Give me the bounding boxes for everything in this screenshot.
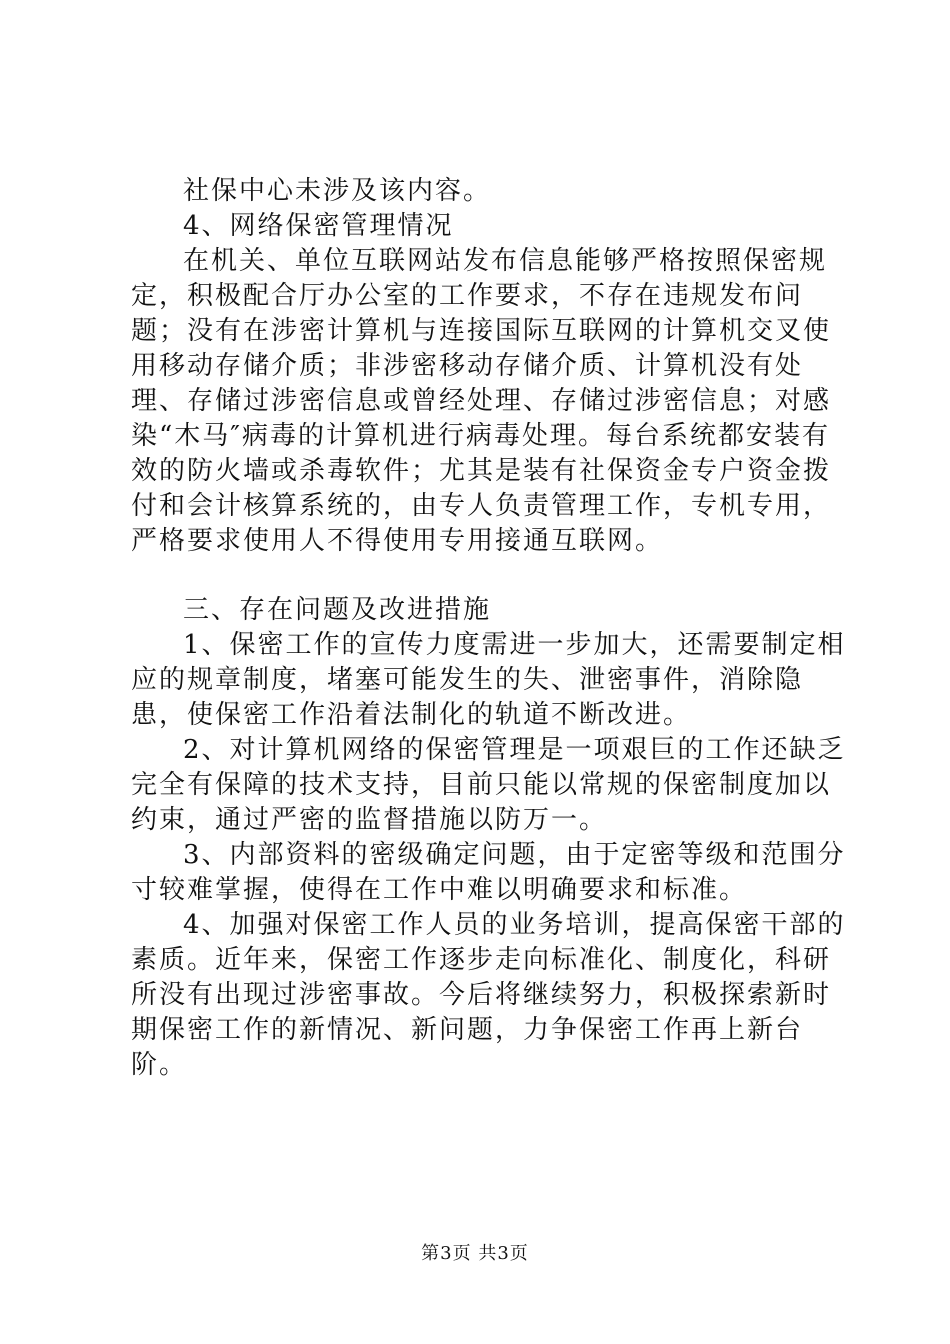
paragraph-item-3: 3、内部资料的密级确定问题，由于定密等级和范围分寸较难掌握，使得在工作中难以明确要求和标准。 [131, 840, 846, 905]
paragraph-item-4: 4、加强对保密工作人员的业务培训，提高保密干部的素质。近年来，保密工作逐步走向标准化、制度化，科研所没有出现过涉密事故。今后将继续努力，积极探索新时期保密工作的新情况、新问题，力争保密工作再上新台阶。 [131, 910, 846, 1080]
page-number-footer: 第3页 共3页 [421, 1243, 529, 1264]
document-body [131, 174, 851, 1083]
paragraph-item-1: 1、保密工作的宣传力度需进一步加大，还需要制定相应的规章制度，堵塞可能发生的失、泄密事件，消除隐患，使保密工作沿着法制化的轨道不断改进。 [131, 630, 846, 730]
paragraph-network-security-details: 在机关、单位互联网站发布信息能够严格按照保密规定，积极配合厅办公室的工作要求，不存在违规发布问题；没有在涉密计算机与连接国际互联网的计算机交叉使用移动存储介质；非涉密移动存储介质、计算机没有处理、存储过涉密信息或曾经处理、存储过涉密信息；对感染“木马″病毒的计算机进行病毒处理。每台系统都安装有效的防火墙或杀毒软件；尤其是装有社保资金专户资金拨付和会计核算系统的，由专人负责管理工作，专机专用，严格要求使用人不得使用专用接通互联网。 [131, 246, 832, 556]
heading-network-security-management: 4、网络保密管理情况 [183, 211, 454, 241]
paragraph-social-security-center: 社保中心未涉及该内容。 [183, 176, 492, 206]
heading-problems-and-improvements: 三、存在问题及改进措施 [183, 595, 492, 625]
section-gap [131, 559, 851, 593]
paragraph-item-2: 2、对计算机网络的保密管理是一项艰巨的工作还缺乏完全有保障的技术支持，目前只能以常规的保密制度加以约束，通过严密的监督措施以防万一。 [131, 735, 846, 835]
